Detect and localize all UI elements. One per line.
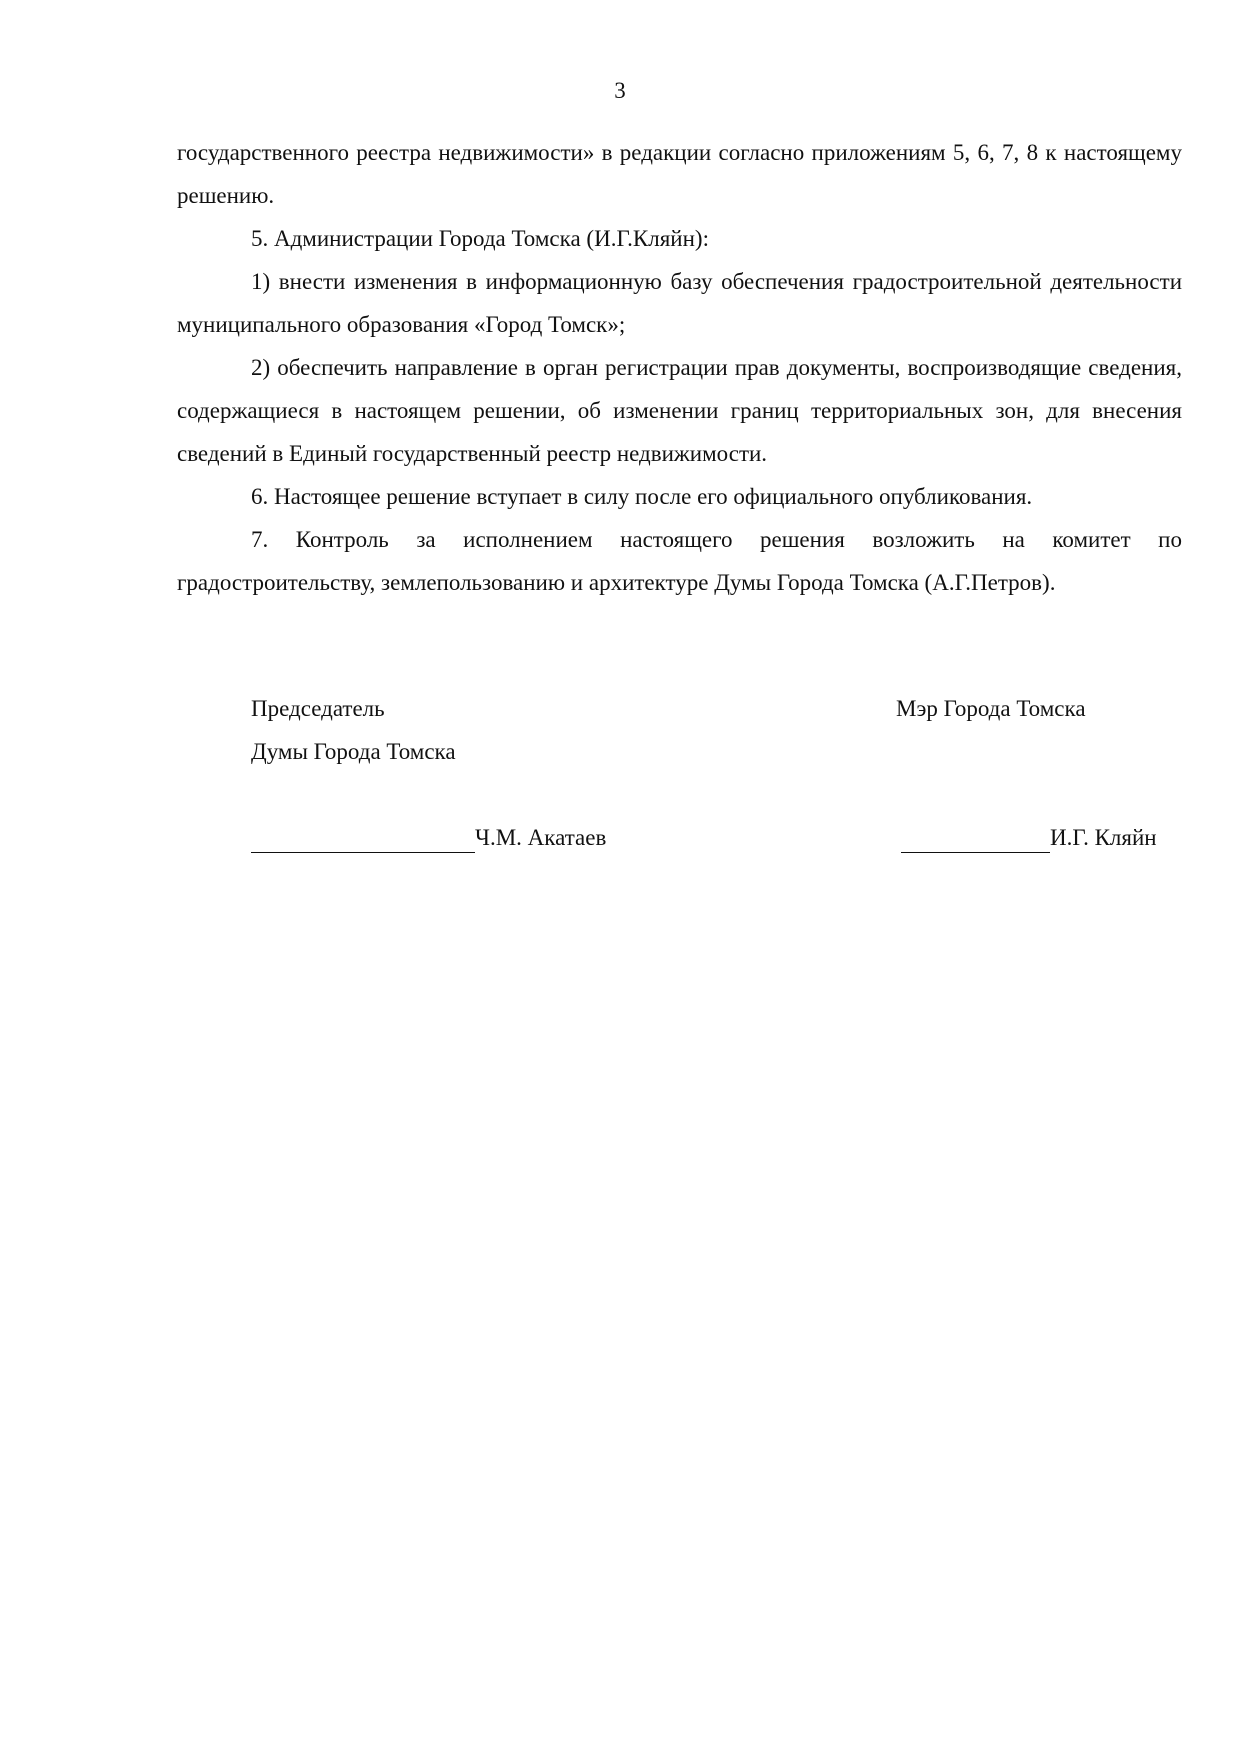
document-body [177, 131, 1182, 604]
paragraph-continuation: государственного реестра недвижимости» в редакции согласно приложениям 5, 6, 7, 8 к настоящему решению. [177, 140, 1182, 208]
signature-blank [901, 828, 1050, 853]
signature-title-chairman [251, 687, 456, 773]
paragraph-item-6: 6. Настоящее решение вступает в силу после его официального опубликования. [251, 484, 1033, 509]
page-number: 3 [614, 78, 626, 103]
mayor-title-line1: Мэр Города Томска [896, 696, 1086, 721]
signature-line-chairman [251, 823, 606, 853]
mayor-name: И.Г. Кляйн [1050, 825, 1157, 850]
signature-line-mayor [901, 823, 1157, 853]
paragraph-item-7: 7. Контроль за исполнением настоящего решения возложить на комитет по градостроительству, землепользованию и архитектуре Думы Города Томска (А.Г.Петров). [177, 527, 1182, 595]
signature-title-mayor [896, 687, 1086, 730]
paragraph-item-5-1: 1) внести изменения в информационную базу обеспечения градостроительной деятельности муниципального образования «Город Томск»; [177, 269, 1182, 337]
chairman-title-line1: Председатель [251, 696, 385, 721]
signature-blank [251, 828, 475, 853]
paragraph-item-5-2: 2) обеспечить направление в орган регистрации прав документы, воспроизводящие сведения, содержащиеся в настоящем решении, об изменении границ территориальных зон, для внесения сведений в Единый государственный реестр недвижимости. [177, 355, 1182, 466]
chairman-title-line2: Думы Города Томска [251, 739, 456, 764]
paragraph-item-5: 5. Администрации Города Томска (И.Г.Кляйн): [251, 226, 709, 251]
chairman-name: Ч.М. Акатаев [475, 825, 607, 850]
